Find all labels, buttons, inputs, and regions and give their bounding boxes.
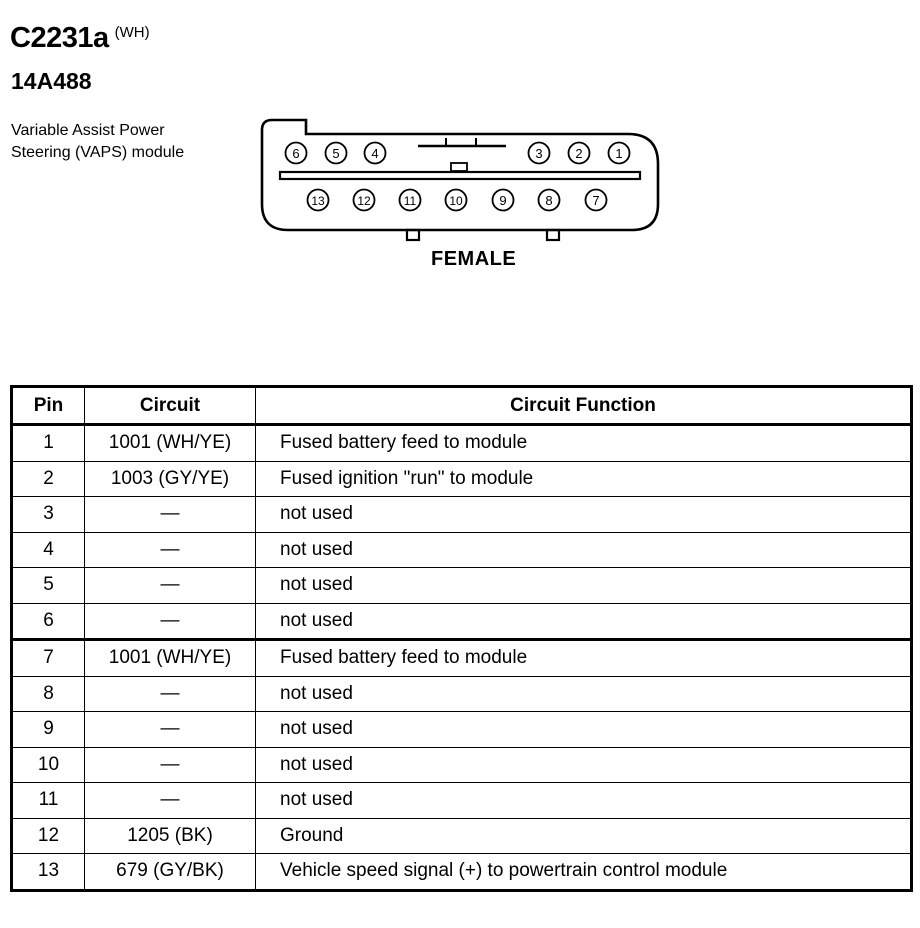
svg-text:1: 1 <box>615 146 623 161</box>
svg-text:9: 9 <box>499 193 507 208</box>
connector-wire-color: (WH) <box>114 24 150 41</box>
row-function: not used <box>256 783 912 819</box>
row-circuit: 1205 (BK) <box>85 818 256 854</box>
svg-text:8: 8 <box>545 193 553 208</box>
pin-9 <box>493 190 514 211</box>
row-pin: 3 <box>12 497 85 533</box>
pin-3 <box>529 143 550 164</box>
row-circuit: — <box>85 712 256 748</box>
module-description <box>11 120 241 164</box>
svg-text:3: 3 <box>535 146 543 161</box>
svg-text:11: 11 <box>403 194 417 208</box>
row-circuit: — <box>85 603 256 640</box>
svg-text:10: 10 <box>449 194 463 208</box>
pin-6 <box>286 143 307 164</box>
center-divider <box>280 172 640 179</box>
connector-id: C2231a <box>10 22 109 54</box>
svg-text:2: 2 <box>575 146 583 161</box>
table-row <box>12 603 912 640</box>
pin-7 <box>586 190 607 211</box>
row-pin: 7 <box>12 640 85 677</box>
table-row <box>12 783 912 819</box>
locating-tab-left <box>407 230 419 240</box>
table-row <box>12 461 912 497</box>
part-number: 14A488 <box>11 68 92 94</box>
row-circuit: 1001 (WH/YE) <box>85 640 256 677</box>
pin-2 <box>569 143 590 164</box>
svg-text:7: 7 <box>592 193 600 208</box>
table-header-row <box>12 387 912 425</box>
row-function: not used <box>256 532 912 568</box>
svg-text:4: 4 <box>371 146 379 161</box>
pin-10 <box>446 190 467 211</box>
table-row <box>12 425 912 462</box>
row-function: Ground <box>256 818 912 854</box>
pin-8 <box>539 190 560 211</box>
row-pin: 4 <box>12 532 85 568</box>
table-row <box>12 640 912 677</box>
table-row <box>12 676 912 712</box>
locating-tab-right <box>547 230 559 240</box>
row-pin: 8 <box>12 676 85 712</box>
connector-title <box>10 22 150 55</box>
row-function: not used <box>256 747 912 783</box>
pin-4 <box>365 143 386 164</box>
row-function: not used <box>256 603 912 640</box>
row-circuit: — <box>85 783 256 819</box>
row-pin: 12 <box>12 818 85 854</box>
row-pin: 10 <box>12 747 85 783</box>
bottom-row-pins <box>308 190 607 211</box>
row-function: not used <box>256 712 912 748</box>
svg-text:13: 13 <box>311 194 325 208</box>
row-circuit: 1003 (GY/YE) <box>85 461 256 497</box>
row-function: Fused battery feed to module <box>256 640 912 677</box>
row-function: not used <box>256 676 912 712</box>
row-circuit: — <box>85 747 256 783</box>
row-circuit: 1001 (WH/YE) <box>85 425 256 462</box>
connector-gender-label: FEMALE <box>431 248 517 270</box>
row-circuit: 679 (GY/BK) <box>85 854 256 891</box>
row-circuit: — <box>85 497 256 533</box>
table-row <box>12 854 912 891</box>
row-function: not used <box>256 497 912 533</box>
header-pin: Pin <box>12 387 85 425</box>
pin-13 <box>308 190 329 211</box>
module-description-line-2: Steering (VAPS) module <box>11 144 185 161</box>
row-pin: 11 <box>12 783 85 819</box>
pin-1 <box>609 143 630 164</box>
svg-text:6: 6 <box>292 146 300 161</box>
center-key <box>451 163 467 171</box>
connector-face-diagram <box>250 112 670 242</box>
module-description-line-1: Variable Assist Power <box>11 122 165 139</box>
row-pin: 1 <box>12 425 85 462</box>
pin-function-table <box>10 385 913 892</box>
row-circuit: — <box>85 676 256 712</box>
pin-11 <box>400 190 421 211</box>
pin-12 <box>354 190 375 211</box>
row-circuit: — <box>85 568 256 604</box>
pin-5 <box>326 143 347 164</box>
table-row <box>12 747 912 783</box>
row-pin: 6 <box>12 603 85 640</box>
table-row <box>12 712 912 748</box>
svg-text:5: 5 <box>332 146 340 161</box>
table-row <box>12 532 912 568</box>
table-row <box>12 497 912 533</box>
row-pin: 13 <box>12 854 85 891</box>
svg-text:12: 12 <box>357 194 371 208</box>
row-function: Fused ignition "run" to module <box>256 461 912 497</box>
row-function: not used <box>256 568 912 604</box>
row-pin: 5 <box>12 568 85 604</box>
header-circuit-function: Circuit Function <box>256 387 912 425</box>
row-pin: 9 <box>12 712 85 748</box>
table-row <box>12 818 912 854</box>
row-pin: 2 <box>12 461 85 497</box>
row-function: Vehicle speed signal (+) to powertrain control module <box>256 854 912 891</box>
connector-housing <box>262 120 658 230</box>
table-row <box>12 568 912 604</box>
row-function: Fused battery feed to module <box>256 425 912 462</box>
header-circuit: Circuit <box>85 387 256 425</box>
row-circuit: — <box>85 532 256 568</box>
